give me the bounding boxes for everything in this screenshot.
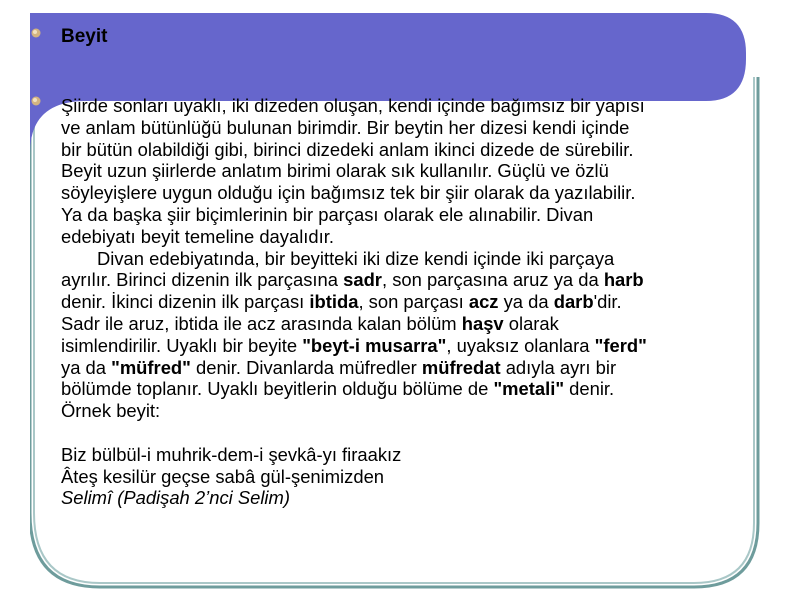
slide-body (61, 95, 773, 509)
poet-attribution: Selimî (Padişah 2’nci Selim) (61, 487, 290, 509)
bullet-icon (30, 27, 42, 39)
bullet-icon (30, 95, 42, 107)
paragraph-line: ve anlam bütünlüğü bulunan birimdir. Bir beytin her dizesi kendi içinde (61, 116, 630, 138)
paragraph-line: Ya da başka şiir biçimlerinin bir parçası olarak ele alınabilir. Divan (61, 203, 594, 225)
term-bold: haşv (461, 312, 504, 334)
poem-line: Biz bülbül-i muhrik-dem-i şevkâ-yı firaakız (61, 443, 402, 465)
spacer (61, 422, 773, 444)
slide-title: Beyit (61, 26, 108, 47)
paragraph-line: edebiyatı beyit temeline dayalıdır. (61, 225, 334, 247)
paragraph-line: söyleyişlere uygun olduğu için bağımsız tek bir şiir olarak da yazılabilir. (61, 182, 636, 204)
term-bold: "metali" (493, 378, 565, 400)
paragraph-line: Şiirde sonları uyaklı, iki dizeden oluşan, kendi içinde bağımsız bir yapısı (61, 95, 645, 116)
term-bold: "müfred" (111, 356, 191, 378)
term-bold: müfredat (421, 356, 501, 378)
term-bold: harb (603, 269, 644, 291)
paragraph-line: Beyit uzun şiirlerde anlatım birimi olarak sık kullanılır. Güçlü ve özlü (61, 160, 609, 182)
divan-paragraph: ayrılır. Birinci dizenin ilk parçasına sadr, son parçasına aruz ya da harb denir. İkinci dizenin ilk parçası ibtida, son parçası acz ya da darb'dir. Sadr ile aruz, ibtida ile acz arasında kalan bölüm haşv olarak isimlendirilir. Uyaklı bir beyite "beyt-i musarra", uyaksız olanlara "ferd" ya da "müfred" denir. Divanlarda müfredler müfredat adıyla ayrı bir bölümde toplanır. Uyaklı beyitlerin olduğu bölüme de "metali" denir. (61, 269, 647, 400)
example-intro: Örnek beyit: (61, 400, 161, 422)
term-bold: ibtida (309, 291, 359, 313)
divan-line: Divan edebiyatında, bir beyitteki iki dize kendi içinde iki parçaya (97, 247, 615, 269)
term-bold: "ferd" (594, 334, 647, 356)
term-bold: "beyt-i musarra" (302, 334, 447, 356)
poem-line: Âteş kesilür geçse sabâ gül-şenimizden (61, 465, 385, 487)
term-bold: acz (468, 291, 499, 313)
term-bold: sadr (343, 269, 382, 291)
paragraph-line: bir bütün olabildiği gibi, birinci dizedeki anlam ikinci dizede de sürebilir. (61, 138, 634, 160)
term-bold: darb (553, 291, 594, 313)
